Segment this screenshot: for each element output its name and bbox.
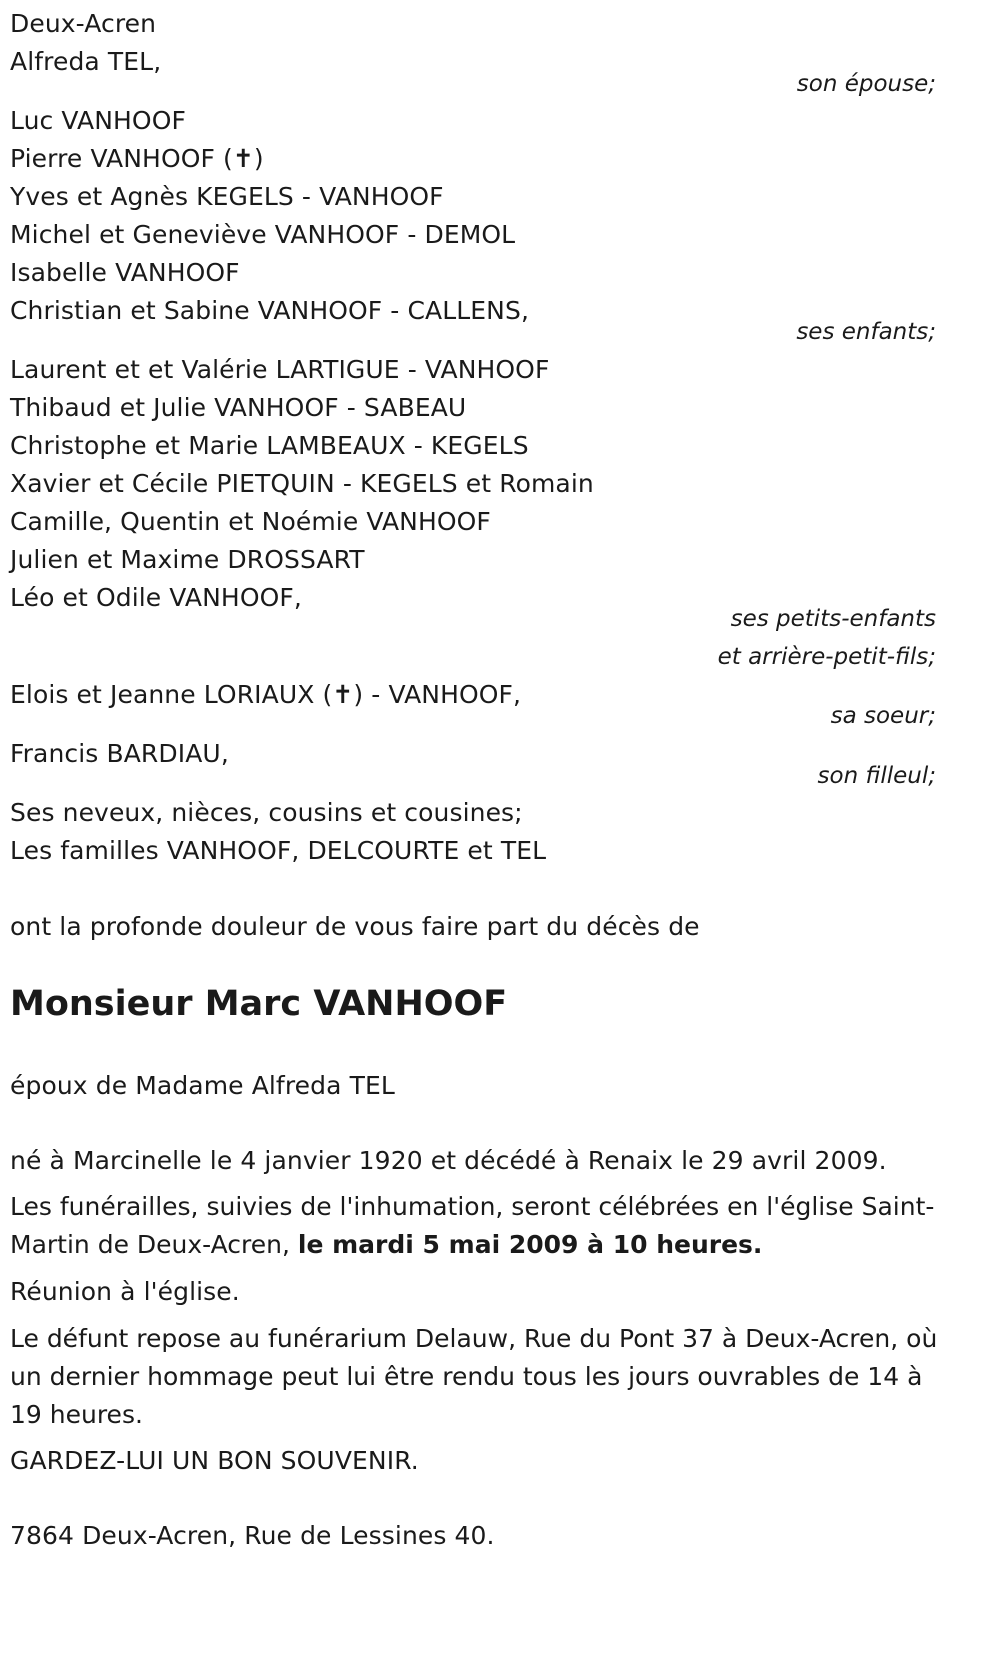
relatives-line: Ses neveux, nièces, cousins et cousines;	[10, 798, 523, 827]
header-place: Deux-Acren	[10, 9, 157, 38]
closing-line: GARDEZ-LUI UN BON SOUVENIR.	[10, 1446, 419, 1475]
child-name: Luc VANHOOF	[10, 106, 186, 135]
funeral-paragraph	[10, 1188, 945, 1264]
funeral-text: Les funérailles, suivies de l'inhumation, seront célébrées en l'église Saint-Martin de Deux-Acren,	[10, 1192, 935, 1259]
deceased-name: Monsieur Marc VANHOOF	[10, 984, 508, 1024]
grandchildren-role-line2: et arrière-petit-fils;	[717, 644, 936, 670]
address-line: 7864 Deux-Acren, Rue de Lessines 40.	[10, 1521, 495, 1550]
visitation-paragraph: Le défunt repose au funérarium Delauw, Rue du Pont 37 à Deux-Acren, où un dernier hommage peut lui être rendu tous les jours ouvrables de 14 à 19 heures.	[10, 1324, 938, 1429]
announcement-text: ont la profonde douleur de vous faire part du décès de	[10, 912, 700, 941]
child-name: Yves et Agnès KEGELS - VANHOOF	[10, 182, 444, 211]
godson-name: Francis BARDIAU,	[10, 739, 229, 768]
spouse-role: son épouse;	[796, 71, 936, 97]
grandchild-name: Léo et Odile VANHOOF,	[10, 583, 302, 612]
godson-role: son filleul;	[817, 763, 936, 789]
grandchildren-role-line1: ses petits-enfants	[730, 606, 936, 632]
funeral-datetime: le mardi 5 mai 2009 à 10 heures.	[297, 1230, 763, 1259]
grandchild-name: Thibaud et Julie VANHOOF - SABEAU	[10, 393, 467, 422]
spouse-of-line: époux de Madame Alfreda TEL	[10, 1071, 395, 1100]
child-name: Pierre VANHOOF (✝)	[10, 144, 264, 173]
grandchild-name: Laurent et et Valérie LARTIGUE - VANHOOF	[10, 355, 550, 384]
child-name: Michel et Geneviève VANHOOF - DEMOL	[10, 220, 516, 249]
sister-role: sa soeur;	[830, 703, 936, 729]
families-line: Les familles VANHOOF, DELCOURTE et TEL	[10, 836, 547, 865]
grandchild-name: Xavier et Cécile PIETQUIN - KEGELS et Romain	[10, 469, 594, 498]
child-name: Isabelle VANHOOF	[10, 258, 240, 287]
grandchild-name: Camille, Quentin et Noémie VANHOOF	[10, 507, 491, 536]
grandchild-name: Julien et Maxime DROSSART	[10, 545, 365, 574]
spouse-name: Alfreda TEL,	[10, 47, 162, 76]
meeting-line: Réunion à l'église.	[10, 1277, 240, 1306]
sister-name: Elois et Jeanne LORIAUX (✝) - VANHOOF,	[10, 680, 522, 709]
children-role: ses enfants;	[796, 319, 936, 345]
birth-death-line: né à Marcinelle le 4 janvier 1920 et décédé à Renaix le 29 avril 2009.	[10, 1146, 887, 1175]
child-name: Christian et Sabine VANHOOF - CALLENS,	[10, 296, 529, 325]
grandchild-name: Christophe et Marie LAMBEAUX - KEGELS	[10, 431, 529, 460]
